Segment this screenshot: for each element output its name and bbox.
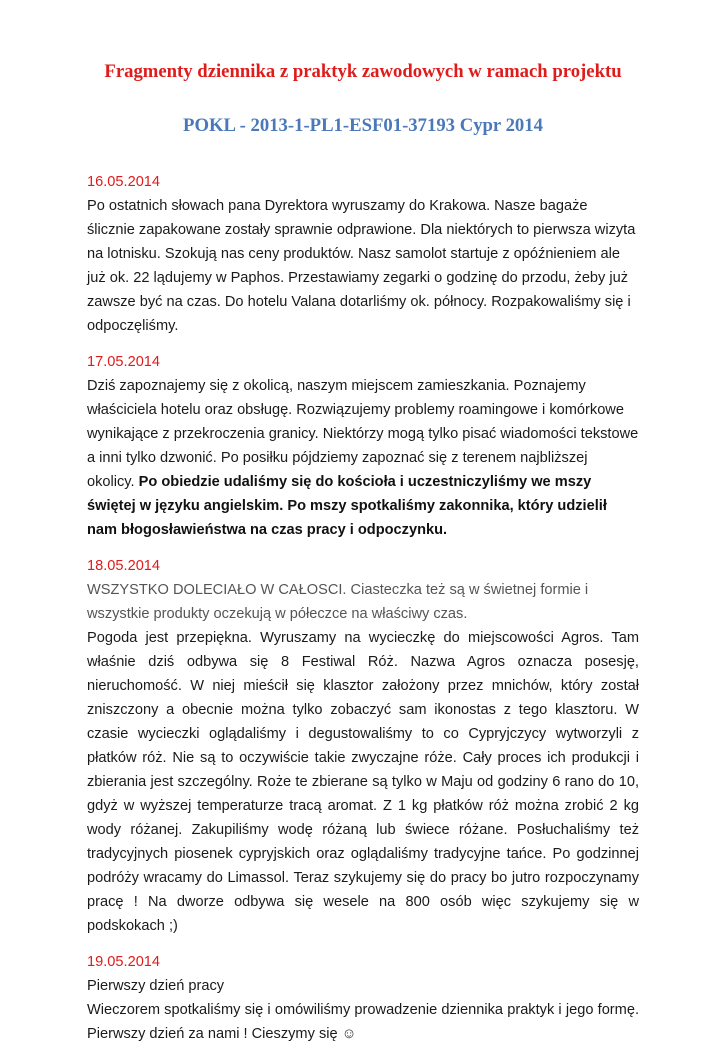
entry-paragraph-note: WSZYSTKO DOLECIAŁO W CAŁOSCI. Ciasteczka też są w świetnej formie i wszystkie produkty oczekują w półeczce na właściwy czas.: [87, 582, 589, 622]
document-title: Fragmenty dziennika z praktyk zawodowych w ramach projektu: [104, 61, 622, 82]
entry-text-bold: Po obiedzie udaliśmy się do kościoła i uczestniczyliśmy we mszy świętej w języku angielskim. Po mszy spotkaliśmy zakonnika, który udzielił nam błogosławieństwa na czas pracy i odpoczynku.: [87, 474, 607, 538]
entry-date: 18.05.2014: [87, 558, 161, 574]
entry-text-normal: Dziś zapoznajemy się z okolicą, naszym miejscem zamieszkania. Poznajemy właściciela hotelu oraz obsługę. Rozwiązujemy problemy roamingowe i komórkowe wynikające z przekroczenia granicy. Niektórzy mogą tylko pisać wiadomości tekstowe a inni tylko dzwonić. Po posiłku pójdziemy zapoznać się z terenem najbliższej okolicy.: [87, 378, 639, 490]
entry-paragraph: Pogoda jest przepiękna. Wyruszamy na wycieczkę do miejscowości Agros. Tam właśnie dziś odbywa się 8 Festiwal Róż. Nazwa Agros oznacza posesję, nieruchomość. W niej mieścił się klasztor założony przez mnichów, który został zniszczony a obecnie można tylko zobaczyć sam ikonostas z tego klasztoru. W czasie wycieczki oglądaliśmy i degustowaliśmy to co Cypryjczycy wytworzyli z płatków róż. Nie są to oczywiście takie zwyczajne róże. Cały proces ich produkcji i zbierania jest szczególny. Roże te zbierane są tylko w Maju od godziny 6 rano do 10, gdyż w wyższej temperaturze tracą aromat. Z 1 kg płatków róż można zrobić 2 kg wody różanej. Zakupiliśmy wodę różaną lub świece różane. Posłuchaliśmy też tradycyjnych piosenek cypryjskich oraz oglądaliśmy tradycyjne tańce. Po godzinnej podróży wracamy do Limassol. Teraz szykujemy się do pracy bo jutro rozpoczynamy pracę ! Na dworze odbywa się wesele na 800 osób więc szykujemy się w podskokach ;): [87, 630, 639, 934]
project-code-title: POKL - 2013-1-PL1-ESF01-37193 Cypr 2014: [183, 115, 543, 136]
entry-date: 17.05.2014: [87, 354, 161, 370]
entry-paragraph: Po ostatnich słowach pana Dyrektora wyruszamy do Krakowa. Nasze bagaże ślicznie zapakowane zostały sprawnie odprawione. Dla niektórych to pierwsza wizyta na lotnisku. Szokują nas ceny produktów. Nasz samolot startuje z opóźnieniem ale już ok. 22 lądujemy w Paphos. Przestawiamy zegarki o godzinę do przodu, żeby już zawsze być na czas. Do hotelu Valana dotarliśmy ok. północy. Rozpakowaliśmy się i odpoczęliśmy.: [87, 198, 636, 334]
entry-date: 16.05.2014: [87, 174, 161, 190]
document-page: [87, 60, 639, 1046]
entry-paragraph: [87, 374, 639, 542]
entry-date: 19.05.2014: [87, 954, 161, 970]
entry-paragraph: Pierwszy dzień pracy: [87, 978, 225, 994]
entry-paragraph: Wieczorem spotkaliśmy się i omówiliśmy prowadzenie dziennika praktyk i jego formę. Pierwszy dzień za nami ! Cieszymy się ☺: [87, 1002, 639, 1042]
